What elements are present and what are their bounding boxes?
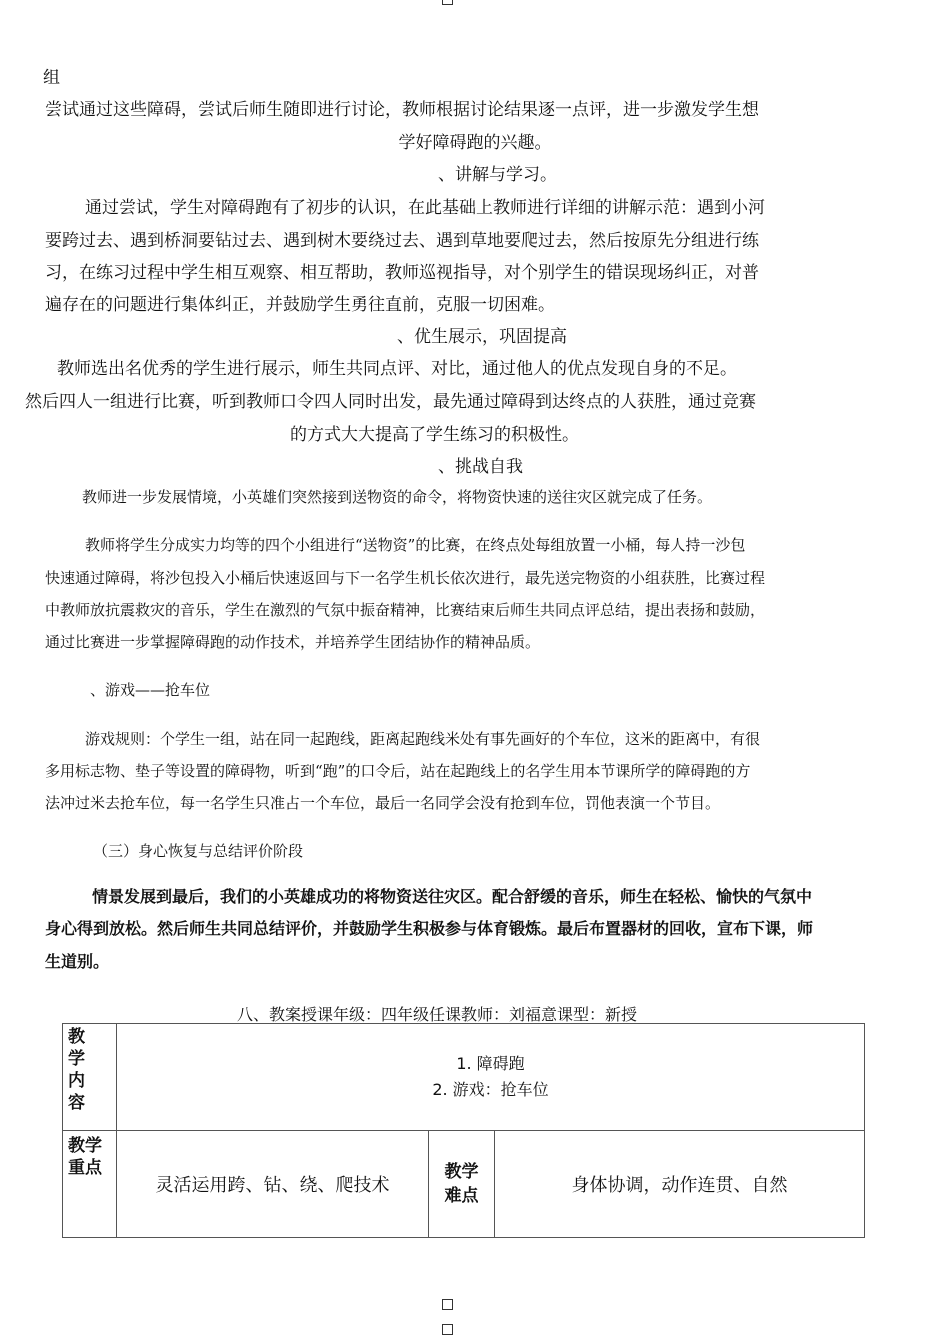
header-char: 容 (68, 1093, 85, 1113)
header-text: 重点 (68, 1158, 102, 1178)
text-line: 情景发展到最后，我们的小英雄成功的将物资送往灾区。配合舒缓的音乐，师生在轻松、愉快的气氛中 (92, 887, 813, 906)
text-line: 组 (43, 68, 60, 88)
square-icon (442, 1299, 453, 1310)
section-heading: 、挑战自我 (438, 457, 523, 477)
text-line: 学好障碍跑的兴趣。 (398, 133, 552, 153)
text-line: 通过尝试，学生对障碍跑有了初步的认识，在此基础上教师进行详细的讲解示范：遇到小河 (85, 198, 765, 218)
text-line: 生道别。 (45, 952, 110, 971)
content-cell (117, 1024, 865, 1131)
text-line: 尝试通过这些障碍，尝试后师生随即进行讨论，教师根据讨论结果逐一点评，进一步激发学生想 (45, 100, 759, 120)
difficulty-value: 身体协调，动作连贯、自然 (495, 1131, 865, 1238)
text-line: 遍存在的问题进行集体纠正，并鼓励学生勇往直前，克服一切困难。 (45, 295, 555, 315)
text-line: 中教师放抗震救灾的音乐，学生在激烈的气氛中振奋精神，比赛结束后师生共同点评总结，提出表扬和鼓励， (45, 601, 766, 619)
header-char: 学 (68, 1049, 85, 1069)
header-text: 难点 (444, 1186, 479, 1206)
square-icon (442, 1324, 453, 1335)
header-char: 教 (68, 1027, 85, 1047)
text-line: 快速通过障碍，将沙包投入小桶后快速返回与下一名学生机长依次进行，最先送完物资的小组获胜，比赛过程 (45, 569, 766, 587)
text-line: 然后四人一组进行比赛，听到教师口令四人同时出发，最先通过障碍到达终点的人获胜，通过竞赛 (25, 392, 756, 412)
text-line: 的方式大大提高了学生练习的积极性。 (290, 425, 579, 445)
text-line: 游戏规则：个学生一组，站在同一起跑线，距离起跑线米处有事先画好的个车位，这米的距离中，有很 (85, 730, 761, 748)
text-line: 教师选出名优秀的学生进行展示，师生共同点评、对比，通过他人的优点发现自身的不足。 (57, 359, 737, 379)
section-heading: 、优生展示，巩固提高 (397, 327, 567, 347)
section-heading: （三）身心恢复与总结评价阶段 (93, 842, 304, 860)
focus-value: 灵活运用跨、钻、绕、爬技术 (117, 1131, 429, 1238)
text-line: 通过比赛进一步掌握障碍跑的动作技术，并培养学生团结协作的精神品质。 (45, 633, 541, 651)
text-line: 习，在练习过程中学生相互观察、相互帮助，教师巡视指导，对个别学生的错误现场纠正，对普 (45, 263, 759, 283)
section-heading: 、讲解与学习。 (438, 165, 557, 185)
text-line: 教师将学生分成实力均等的四个小组进行“送物资”的比赛，在终点处每组放置一小桶，每人持一沙包 (85, 536, 746, 554)
content-line: 2. 游戏：抢车位 (432, 1080, 549, 1099)
header-text: 教学 (444, 1162, 479, 1182)
lesson-plan-table (62, 1023, 865, 1238)
difficulty-header (429, 1131, 495, 1238)
focus-header (63, 1131, 117, 1238)
table-caption: 八、教案授课年级：四年级任课教师：刘福意课型：新授 (237, 1005, 638, 1024)
table-row (63, 1024, 865, 1131)
section-heading: 、游戏——抢车位 (90, 681, 211, 699)
content-line: 1. 障碍跑 (456, 1054, 525, 1073)
square-icon (442, 0, 453, 5)
text-line: 要跨过去、遇到桥洞要钻过去、遇到树木要绕过去、遇到草地要爬过去，然后按原先分组进行练 (45, 231, 759, 251)
header-text: 教学 (68, 1136, 102, 1156)
text-line: 法冲过米去抢车位，每一名学生只准占一个车位，最后一名同学会没有抢到车位，罚他表演一个节目。 (45, 794, 721, 812)
header-char: 内 (68, 1071, 85, 1091)
table-row (63, 1131, 865, 1238)
text-line: 教师进一步发展情境，小英雄们突然接到送物资的命令，将物资快速的送往灾区就完成了任务。 (82, 488, 713, 506)
content-header (63, 1024, 117, 1131)
text-line: 多用标志物、垫子等设置的障碍物，听到“跑”的口令后，站在起跑线上的名学生用本节课所学的障碍跑的方 (45, 762, 751, 780)
text-line: 身心得到放松。然后师生共同总结评价，并鼓励学生积极参与体育锻炼。最后布置器材的回收，宣布下课，师 (45, 919, 814, 938)
